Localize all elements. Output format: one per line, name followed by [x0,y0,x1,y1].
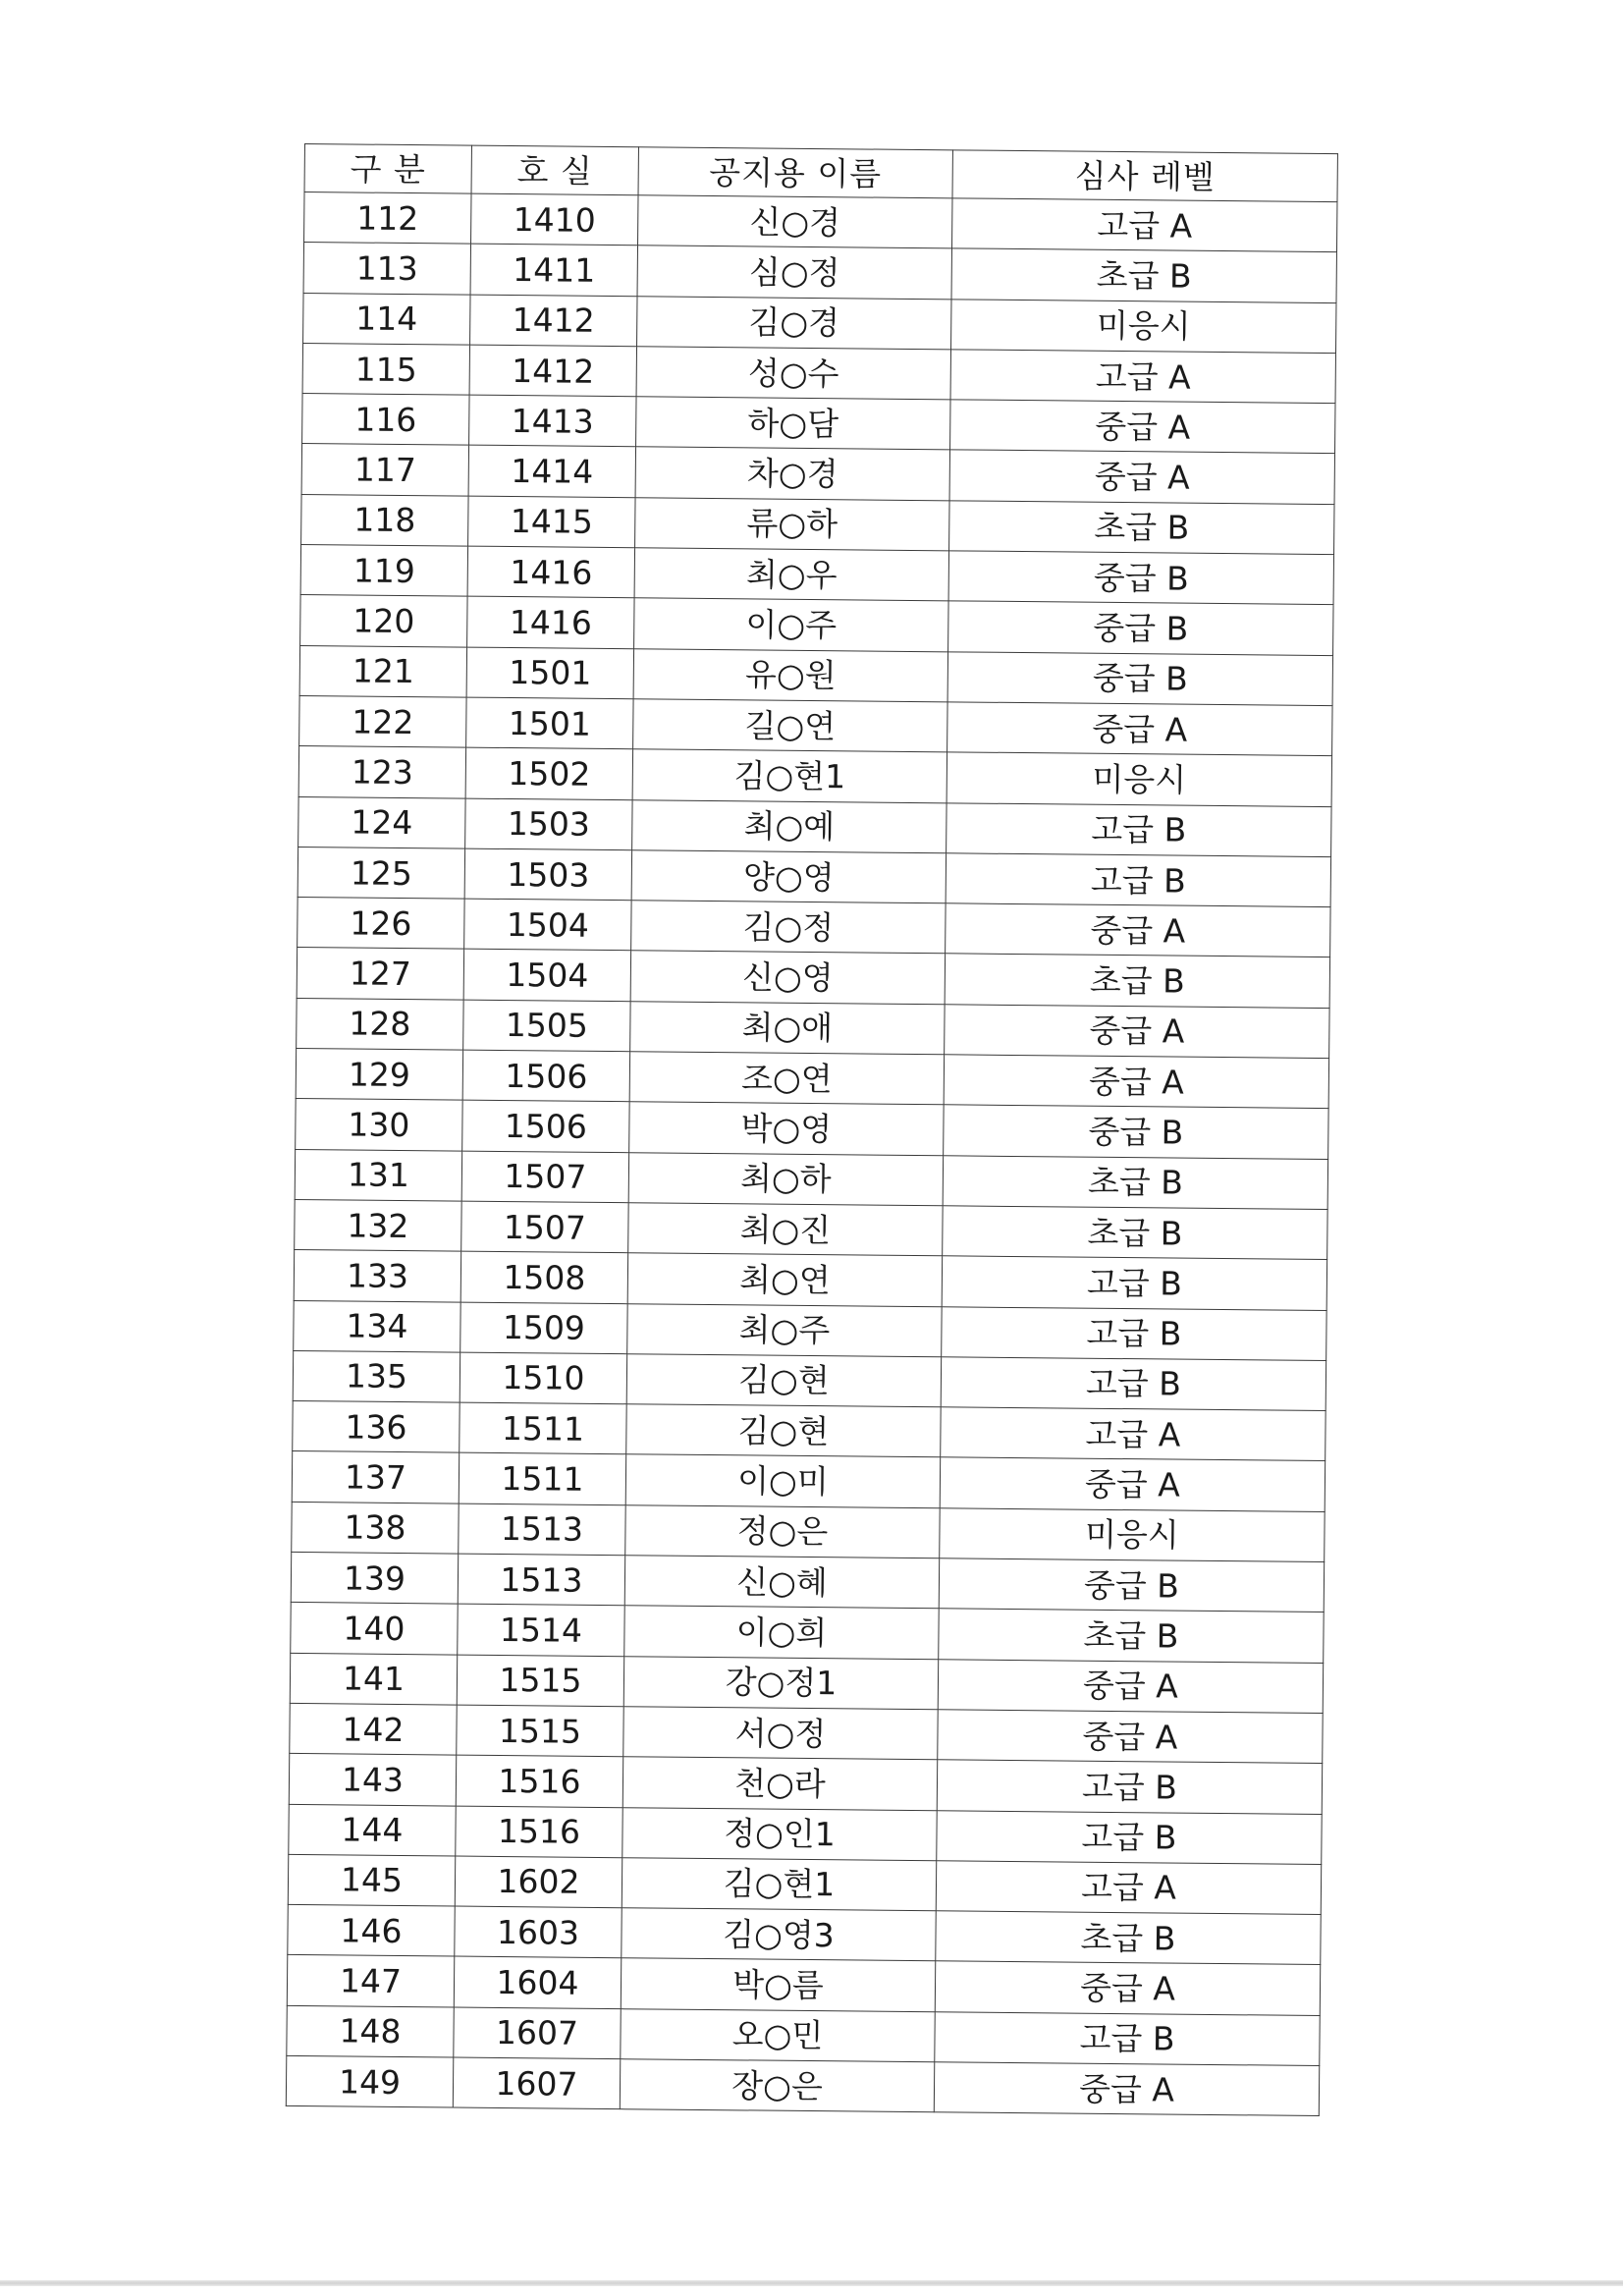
cell-room: 1509 [460,1302,627,1354]
cell-review-level: 중급 A [945,1005,1329,1059]
cell-notice-name: 김○현 [626,1354,941,1407]
cell-review-level: 고급 A [941,1407,1325,1461]
cell-room: 1508 [460,1251,627,1303]
cell-room: 1506 [462,1100,629,1152]
cell-room: 1411 [470,244,637,296]
cell-room: 1515 [457,1705,623,1757]
cell-review-level: 초급 B [936,1911,1321,1965]
cell-room: 1607 [453,2057,620,2109]
cell-division: 122 [299,695,466,747]
cell-notice-name: 오○민 [621,2008,935,2061]
cell-division: 146 [288,1905,455,1957]
cell-room: 1507 [461,1151,628,1203]
cell-notice-name: 하○담 [636,397,950,450]
cell-notice-name: 김○정 [631,901,946,954]
cell-review-level: 고급 B [941,1357,1325,1411]
cell-review-level: 중급 A [935,1961,1320,2015]
cell-notice-name: 최○애 [630,1001,945,1054]
cell-notice-name: 길○연 [633,699,947,752]
cell-notice-name: 정○은 [625,1504,940,1558]
cell-notice-name: 김○영3 [622,1908,936,1961]
cell-room: 1511 [459,1452,625,1504]
cell-room: 1511 [460,1402,626,1454]
cell-division: 121 [299,645,466,697]
cell-division: 133 [294,1250,460,1302]
cell-room: 1514 [458,1604,624,1656]
cell-division: 116 [302,394,469,446]
cell-division: 143 [289,1754,456,1806]
cell-notice-name: 최○주 [627,1303,942,1356]
cell-division: 149 [286,2055,453,2107]
cell-review-level: 고급 B [942,1256,1326,1310]
cell-notice-name: 차○경 [635,447,949,500]
cell-review-level: 고급 B [937,1760,1322,1814]
cell-review-level: 중급 A [934,2062,1319,2116]
cell-notice-name: 심○정 [637,246,951,299]
cell-notice-name: 천○라 [622,1757,937,1810]
cell-division: 118 [301,494,468,546]
cell-notice-name: 박○름 [621,1958,935,2011]
cell-notice-name: 양○영 [631,850,946,903]
header-review-level: 심사 레벨 [952,150,1337,202]
cell-room: 1506 [462,1050,629,1102]
cell-room: 1516 [456,1806,622,1858]
cell-room: 1510 [460,1352,626,1404]
cell-review-level: 중급 B [947,651,1332,705]
cell-notice-name: 최○우 [634,548,948,601]
header-notice-name: 공지용 이름 [638,147,952,198]
cell-division: 128 [297,998,463,1050]
cell-room: 1513 [458,1554,624,1606]
cell-division: 125 [298,847,464,899]
cell-notice-name: 유○원 [633,648,947,701]
cell-review-level: 고급 A [950,350,1335,404]
cell-notice-name: 신○경 [638,195,952,248]
cell-division: 117 [301,444,468,496]
cell-review-level: 중급 A [938,1710,1323,1764]
cell-room: 1604 [454,1956,621,2008]
cell-division: 137 [292,1451,459,1503]
roster-table [286,143,1338,2116]
cell-division: 113 [303,243,470,295]
cell-notice-name: 최○연 [627,1253,942,1306]
cell-division: 132 [295,1199,461,1251]
cell-division: 134 [294,1300,460,1352]
cell-room: 1412 [469,345,636,397]
cell-review-level: 고급 B [946,853,1330,907]
cell-review-level: 고급 A [952,198,1337,252]
cell-room: 1413 [469,395,636,447]
cell-division: 148 [287,2005,454,2057]
cell-division: 119 [300,545,467,597]
cell-review-level: 중급 A [950,400,1335,454]
cell-room: 1412 [470,295,637,347]
cell-room: 1501 [466,647,633,699]
cell-room: 1503 [464,848,631,901]
cell-review-level: 중급 A [938,1659,1323,1713]
cell-notice-name: 김○현 [626,1404,941,1457]
header-room: 호 실 [471,145,638,195]
cell-notice-name: 최○예 [632,799,947,852]
cell-room: 1513 [459,1503,625,1556]
cell-notice-name: 신○영 [630,951,945,1004]
cell-room: 1516 [456,1755,622,1807]
cell-notice-name: 서○정 [623,1707,938,1760]
cell-review-level: 미응시 [951,299,1336,353]
cell-notice-name: 신○혜 [624,1556,939,1609]
cell-room: 1603 [455,1906,622,1958]
cell-review-level: 중급 A [949,450,1334,504]
cell-room: 1504 [463,950,630,1002]
cell-review-level: 초급 B [951,248,1336,302]
cell-room: 1502 [465,747,632,799]
cell-room: 1602 [455,1856,622,1908]
cell-division: 135 [293,1350,460,1402]
cell-review-level: 고급 B [947,802,1331,856]
cell-room: 1503 [465,798,632,850]
cell-room: 1415 [468,496,635,548]
cell-review-level: 미응시 [940,1507,1325,1561]
cell-notice-name: 최○진 [628,1203,943,1256]
cell-division: 120 [300,595,467,647]
scan-edge-streak [0,2280,1623,2286]
cell-notice-name: 조○연 [629,1052,944,1105]
cell-division: 144 [289,1804,456,1856]
cell-review-level: 중급 B [944,1105,1328,1159]
cell-notice-name: 장○은 [620,2059,934,2112]
cell-room: 1504 [464,899,631,951]
cell-review-level: 초급 B [949,501,1334,555]
cell-review-level: 중급 B [948,551,1333,605]
cell-division: 131 [295,1149,461,1201]
cell-notice-name: 이○미 [625,1454,940,1507]
cell-division: 142 [290,1703,457,1755]
cell-notice-name: 김○현1 [622,1857,936,1910]
cell-room: 1416 [467,546,634,598]
cell-division: 129 [296,1049,462,1101]
cell-division: 145 [288,1854,455,1906]
cell-review-level: 중급 B [939,1558,1324,1613]
cell-division: 123 [298,746,465,798]
cell-division: 140 [291,1603,458,1655]
cell-notice-name: 류○하 [635,498,949,551]
cell-review-level: 중급 B [948,601,1333,655]
cell-review-level: 중급 A [946,903,1330,957]
cell-division: 138 [292,1502,459,1554]
cell-notice-name: 성○수 [636,347,950,400]
cell-division: 147 [287,1955,454,2007]
cell-notice-name: 김○경 [637,296,951,349]
cell-notice-name: 이○주 [634,598,948,651]
cell-review-level: 중급 A [947,702,1332,756]
cell-room: 1414 [468,446,635,498]
cell-division: 126 [298,898,464,950]
cell-room: 1416 [467,596,634,648]
cell-division: 139 [291,1552,458,1604]
cell-division: 114 [303,293,470,345]
roster-body [286,192,1337,2116]
cell-review-level: 고급 B [942,1306,1326,1360]
cell-room: 1607 [454,2007,621,2059]
cell-room: 1505 [463,1000,630,1052]
cell-notice-name: 강○정1 [623,1656,938,1709]
cell-notice-name: 박○영 [629,1102,944,1155]
cell-review-level: 미응시 [947,752,1331,806]
cell-division: 136 [293,1401,460,1453]
cell-division: 115 [302,343,469,395]
cell-room: 1515 [457,1655,623,1707]
cell-review-level: 중급 A [944,1055,1328,1109]
cell-division: 124 [298,796,465,848]
cell-review-level: 초급 B [943,1206,1327,1260]
header-division: 구 분 [304,144,471,194]
cell-room: 1507 [461,1201,628,1253]
cell-division: 141 [290,1653,457,1705]
table-row [286,2055,1319,2115]
cell-review-level: 고급 A [936,1861,1321,1915]
cell-notice-name: 이○희 [624,1606,939,1659]
cell-notice-name: 김○현1 [632,749,947,802]
cell-notice-name: 최○하 [628,1152,943,1205]
cell-notice-name: 정○인1 [622,1807,937,1860]
cell-review-level: 초급 B [939,1609,1324,1663]
cell-room: 1501 [466,697,633,749]
cell-review-level: 중급 A [940,1457,1325,1511]
cell-review-level: 초급 B [945,954,1329,1008]
cell-review-level: 고급 B [935,2011,1320,2065]
cell-review-level: 초급 B [943,1155,1327,1209]
cell-division: 127 [297,948,463,1000]
cell-review-level: 고급 B [937,1810,1322,1864]
cell-division: 112 [304,192,471,245]
cell-room: 1410 [471,193,638,246]
cell-division: 130 [296,1099,462,1151]
